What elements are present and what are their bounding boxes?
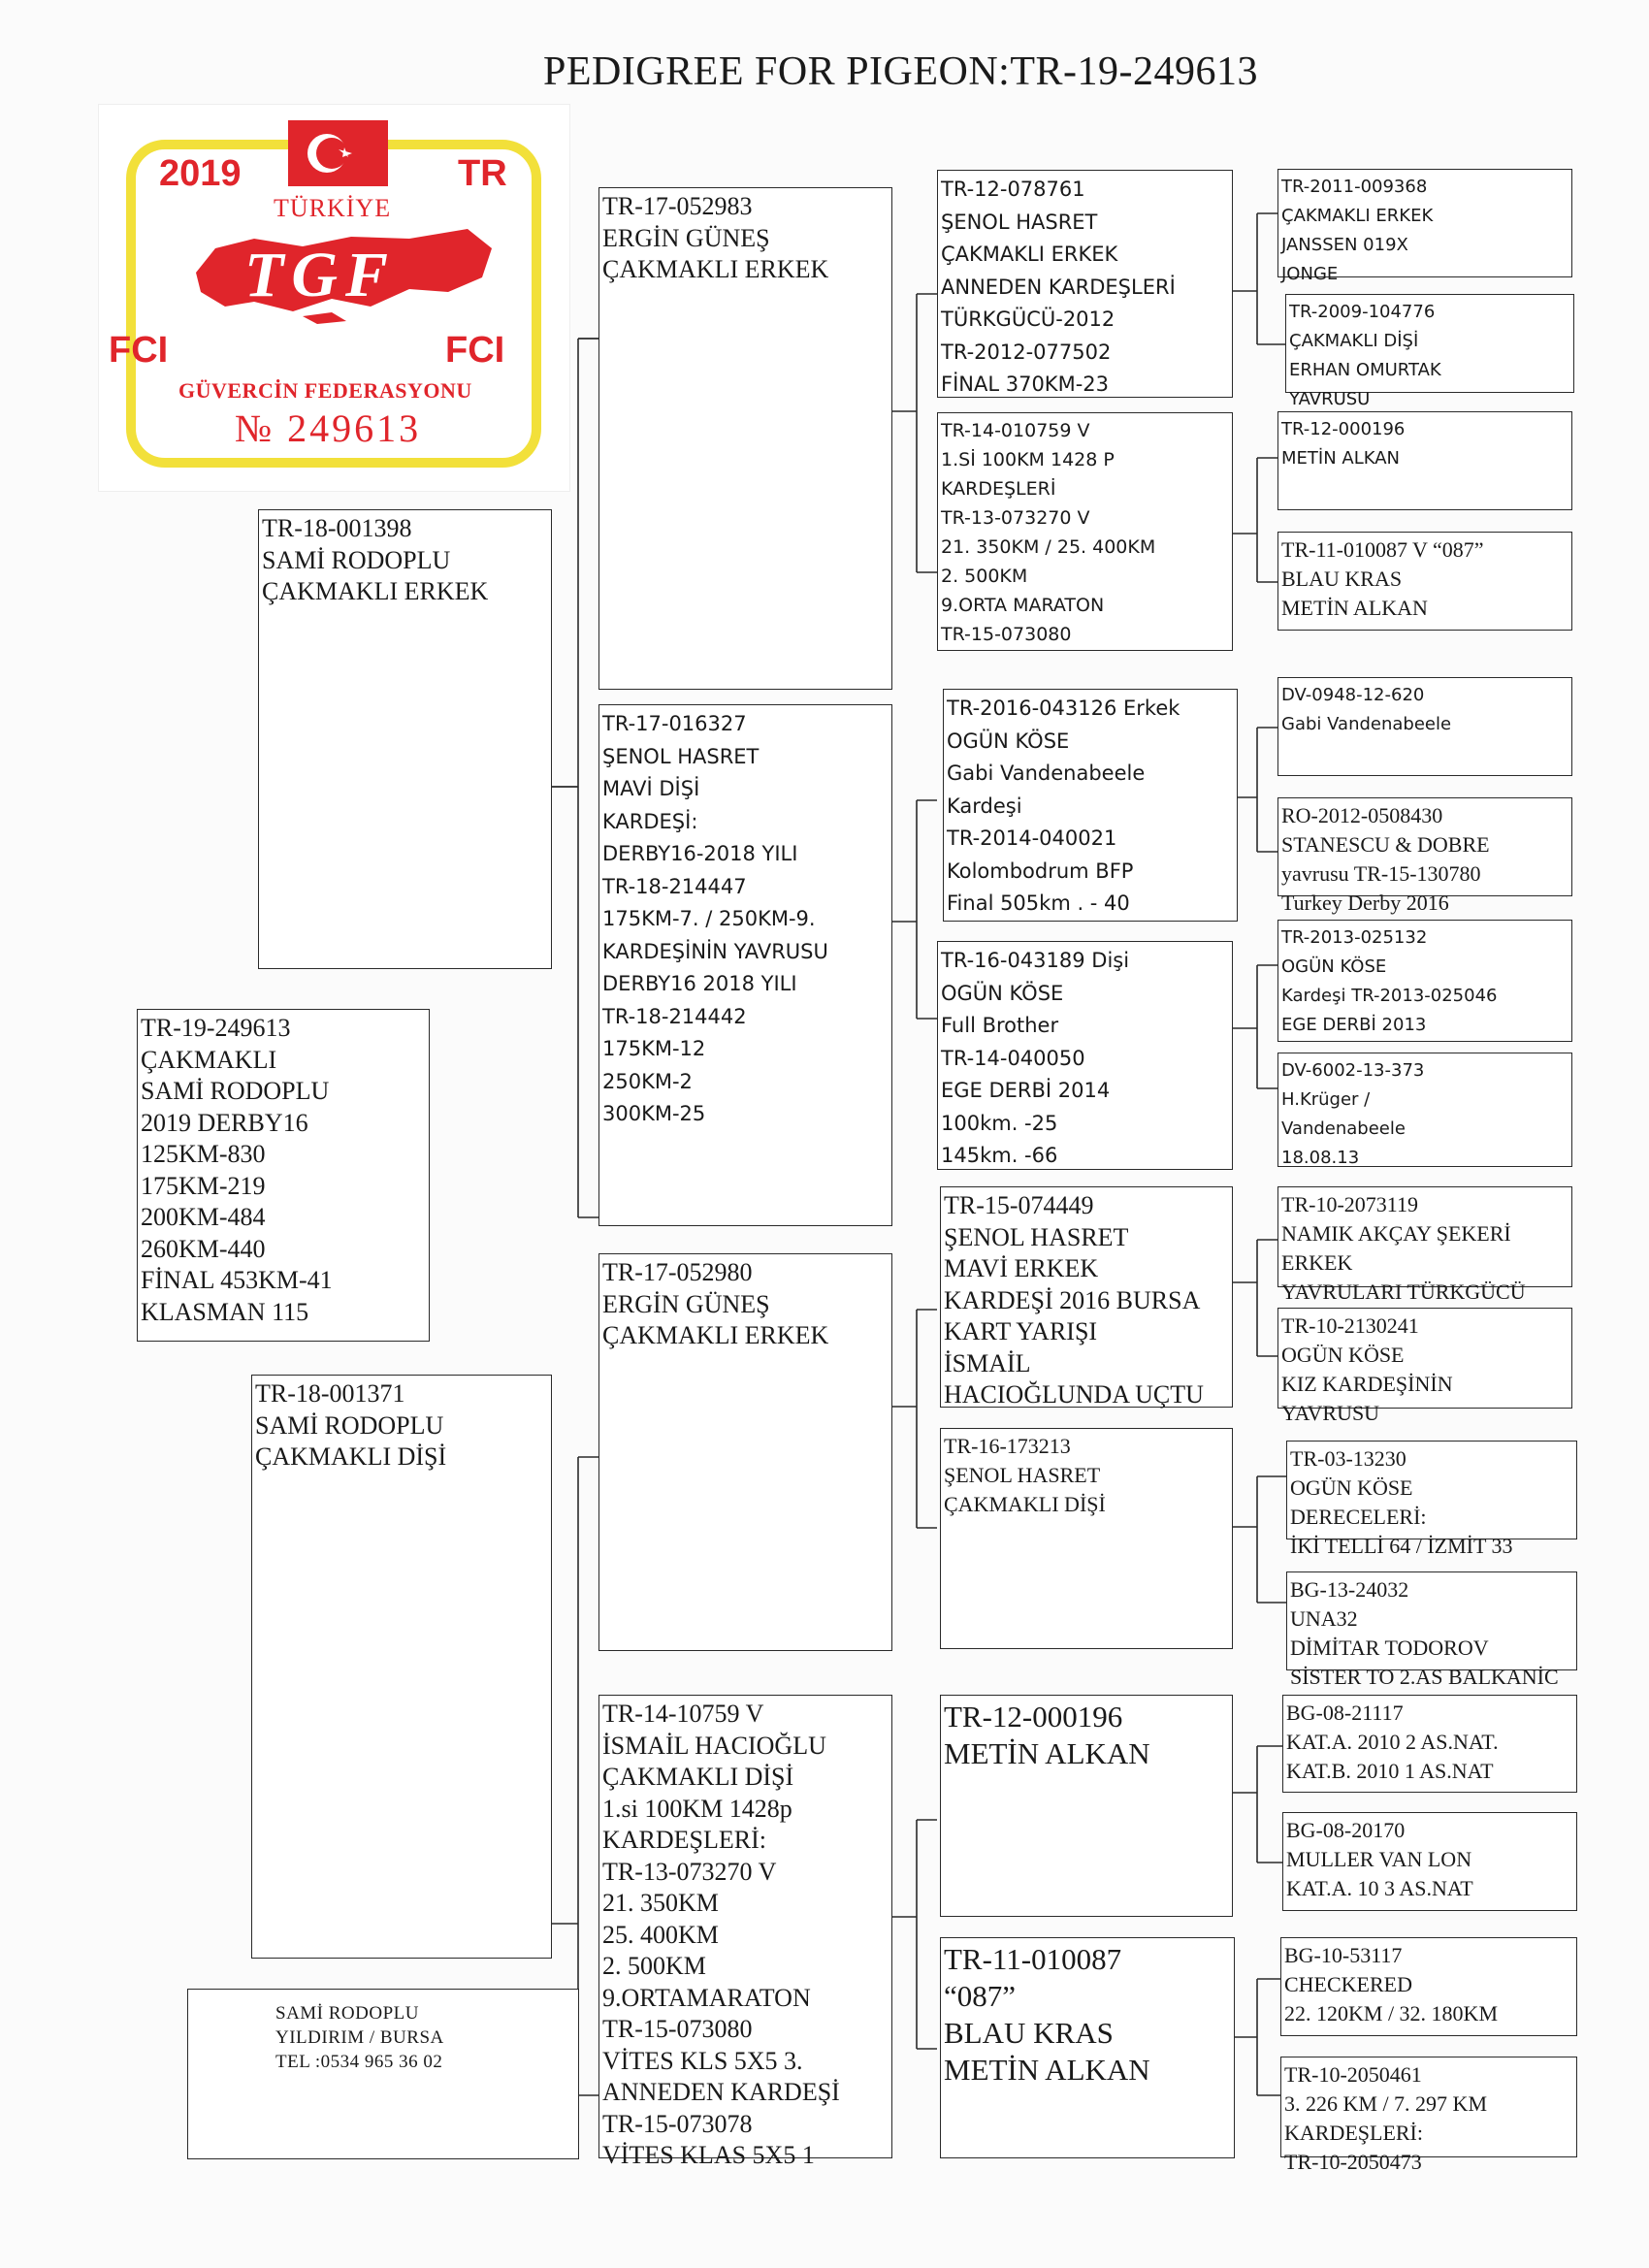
ggg-line: Vandenabeele bbox=[1281, 1118, 1406, 1139]
great-grandparent-line: Kolombodrum BFP bbox=[947, 859, 1134, 883]
great-grandparent-line: ŞENOL HASRET bbox=[944, 1463, 1101, 1487]
great-grandparent-line: TR-14-010759 V bbox=[941, 420, 1090, 441]
great-grandparent-line: TR-12-078761 bbox=[941, 178, 1085, 201]
great-grandparent-line: Final 505km . - 40 bbox=[947, 891, 1130, 915]
great-great-grandparent-box bbox=[1277, 1186, 1572, 1304]
ggg-line: METİN ALKAN bbox=[1281, 596, 1428, 620]
ggg-line: BG-08-20170 bbox=[1286, 1818, 1406, 1842]
great-grandparent-line: OGÜN KÖSE bbox=[941, 981, 1064, 1005]
ggg-line: TR-11-010087 V “087” bbox=[1281, 537, 1484, 562]
subject-line: FİNAL 453KM-41 bbox=[141, 1266, 333, 1294]
great-grandparent-line: 2. 500KM bbox=[941, 566, 1028, 587]
ggg-line: KARDEŞLERİ: bbox=[1284, 2121, 1423, 2145]
grandparent-line: VİTES KLAS 5X5 1 bbox=[602, 2141, 815, 2169]
subject-line: 175KM-219 bbox=[141, 1171, 266, 1200]
ggg-line: KAT.B. 2010 1 AS.NAT bbox=[1286, 1759, 1494, 1783]
grandparent-line: 2. 500KM bbox=[602, 1952, 706, 1980]
great-grandparent-box bbox=[943, 689, 1238, 922]
ggg-line: KIZ KARDEŞİNİN bbox=[1281, 1372, 1453, 1396]
ggg-line: DİMİTAR TODOROV bbox=[1290, 1636, 1489, 1660]
ggg-line: ÇAKMAKLI DİŞİ bbox=[1289, 331, 1419, 351]
great-grandparent-box bbox=[940, 1695, 1233, 1917]
grandparent-line: 250KM-2 bbox=[602, 1069, 693, 1093]
ggg-line: METİN ALKAN bbox=[1281, 448, 1401, 469]
logo-year: 2019 bbox=[159, 153, 242, 194]
ggg-line: UNA32 bbox=[1290, 1606, 1358, 1631]
ggg-line: YAVRUSU bbox=[1289, 389, 1371, 409]
subject-line: SAMİ RODOPLU bbox=[141, 1077, 330, 1105]
ggg-line: 22. 120KM / 32. 180KM bbox=[1284, 2001, 1499, 2025]
ggg-line: DERECELERİ: bbox=[1290, 1505, 1427, 1529]
great-grandparent-box bbox=[940, 1186, 1233, 1408]
subject-line: 2019 DERBY16 bbox=[141, 1108, 308, 1137]
ggg-line: JONGE bbox=[1281, 264, 1339, 284]
great-great-grandparent-box bbox=[1277, 532, 1572, 631]
subject-line: ÇAKMAKLI bbox=[141, 1045, 277, 1074]
ggg-line: 18.08.13 bbox=[1281, 1148, 1360, 1168]
dam-line: ÇAKMAKLI DİŞİ bbox=[255, 1442, 447, 1471]
great-grandparent-line: 145km. -66 bbox=[941, 1144, 1058, 1167]
great-grandparent-line: TR-2016-043126 Erkek bbox=[947, 697, 1180, 720]
great-grandparent-line: METİN ALKAN bbox=[944, 2053, 1150, 2087]
great-grandparent-line: BLAU KRAS bbox=[944, 2016, 1114, 2050]
page-title: PEDIGREE FOR PIGEON:TR-19-249613 bbox=[543, 49, 1258, 94]
great-grandparent-box bbox=[937, 941, 1233, 1170]
great-grandparent-line: ŞENOL HASRET bbox=[944, 1222, 1129, 1251]
ggg-line: TR-10-2050473 bbox=[1284, 2150, 1422, 2174]
great-great-grandparent-box bbox=[1286, 1571, 1577, 1689]
ggg-line: BG-08-21117 bbox=[1286, 1701, 1404, 1725]
great-grandparent-box bbox=[937, 412, 1233, 651]
ggg-line: yavrusu TR-15-130780 bbox=[1281, 861, 1481, 886]
ggg-line: BLAU KRAS bbox=[1281, 567, 1403, 591]
great-grandparent-box bbox=[940, 1428, 1233, 1649]
grandparent-line: TR-17-016327 bbox=[602, 712, 747, 735]
ggg-line: TR-10-2073119 bbox=[1281, 1192, 1418, 1216]
grandparent-line: ERGİN GÜNEŞ bbox=[602, 1289, 770, 1318]
grandparent-line: ŞENOL HASRET bbox=[602, 744, 760, 768]
ggg-line: Turkey Derby 2016 bbox=[1281, 891, 1449, 915]
grandparent-line: TR-17-052980 bbox=[602, 1258, 753, 1286]
great-great-grandparent-box bbox=[1277, 1053, 1572, 1167]
great-grandparent-line: ÇAKMAKLI DİŞİ bbox=[944, 1492, 1106, 1516]
ggg-line: DV-0948-12-620 bbox=[1281, 685, 1425, 705]
grandparent-line: ÇAKMAKLI ERKEK bbox=[602, 1321, 829, 1349]
great-great-grandparent-box bbox=[1282, 1695, 1577, 1793]
grandparent-line: ANNEDEN KARDEŞİ bbox=[602, 2078, 840, 2106]
great-grandparent-line: TR-15-073080 bbox=[941, 624, 1072, 645]
great-grandparent-line: 100km. -25 bbox=[941, 1111, 1058, 1135]
logo-country: TÜRKİYE bbox=[274, 194, 392, 222]
grandparent-box bbox=[598, 1253, 892, 1651]
subject-line: TR-19-249613 bbox=[141, 1014, 291, 1042]
breeder-phone: TEL :0534 965 36 02 bbox=[275, 2052, 443, 2072]
grandparent-line: TR-17-052983 bbox=[602, 192, 753, 220]
ggg-line: STANESCU & DOBRE bbox=[1281, 832, 1490, 857]
grandparent-line: TR-18-214442 bbox=[602, 1004, 747, 1028]
grandparent-line: VİTES KLS 5X5 3. bbox=[602, 2046, 803, 2075]
great-grandparent-line: “087” bbox=[944, 1979, 1017, 2013]
ggg-line: H.Krüger / bbox=[1281, 1089, 1371, 1110]
great-great-grandparent-box bbox=[1280, 2057, 1577, 2174]
great-grandparent-line: TR-13-073270 V bbox=[941, 507, 1090, 529]
great-grandparent-box bbox=[937, 170, 1233, 398]
great-grandparent-line: TR-11-010087 bbox=[944, 1942, 1122, 1976]
breeder-address: YILDIRIM / BURSA bbox=[275, 2027, 444, 2048]
ggg-line: MULLER VAN LON bbox=[1286, 1847, 1472, 1871]
great-great-grandparent-box bbox=[1277, 1308, 1572, 1425]
great-grandparent-line: İSMAİL bbox=[944, 1348, 1031, 1377]
dam-line: SAMİ RODOPLU bbox=[255, 1410, 444, 1440]
grandparent-line: DERBY16 2018 YILI bbox=[602, 972, 797, 995]
logo-fci-right: FCI bbox=[445, 330, 505, 371]
logo-ring-number: № 249613 bbox=[235, 406, 422, 450]
grandparent-line: KARDEŞİ: bbox=[602, 809, 698, 833]
ggg-line: DV-6002-13-373 bbox=[1281, 1060, 1425, 1081]
great-grandparent-line: KART YARIŞI bbox=[944, 1317, 1098, 1345]
grandparent-line: DERBY16-2018 YILI bbox=[602, 842, 798, 865]
great-grandparent-line: Kardeşi bbox=[947, 794, 1022, 818]
ggg-line: 3. 226 KM / 7. 297 KM bbox=[1284, 2091, 1488, 2116]
great-great-grandparent-box bbox=[1282, 1812, 1577, 1911]
logo-country-code: TR bbox=[458, 153, 507, 194]
grandparent-box bbox=[598, 704, 892, 1226]
grandparent-box bbox=[598, 1695, 892, 2169]
grandparent-line: 21. 350KM bbox=[602, 1889, 719, 1917]
ggg-line: TR-03-13230 bbox=[1290, 1446, 1406, 1471]
great-great-grandparent-box bbox=[1277, 797, 1572, 915]
great-grandparent-line: METİN ALKAN bbox=[944, 1736, 1150, 1770]
grandparent-line: TR-18-214447 bbox=[602, 874, 747, 898]
great-great-grandparent-box bbox=[1285, 294, 1574, 409]
great-grandparent-line: FİNAL 370KM-23 bbox=[941, 373, 1109, 396]
great-grandparent-line: TR-12-000196 bbox=[944, 1700, 1123, 1733]
great-grandparent-line: Gabi Vandenabeele bbox=[947, 761, 1146, 785]
dam-box bbox=[251, 1375, 552, 1959]
great-grandparent-line: OGÜN KÖSE bbox=[947, 729, 1070, 753]
great-grandparent-line: 9.ORTA MARATON bbox=[941, 595, 1105, 616]
great-grandparent-line: ANNEDEN KARDEŞLERİ bbox=[941, 275, 1176, 299]
great-grandparent-line: 21. 350KM / 25. 400KM bbox=[941, 536, 1156, 558]
breeder-name: SAMİ RODOPLU bbox=[275, 2003, 419, 2024]
grandparent-line: 300KM-25 bbox=[602, 1102, 706, 1125]
logo-org: TGF bbox=[244, 240, 396, 310]
ggg-line: JANSSEN 019X bbox=[1281, 235, 1408, 255]
great-great-grandparent-box bbox=[1277, 677, 1572, 776]
ggg-line: CHECKERED bbox=[1284, 1972, 1412, 1996]
great-grandparent-line: TR-16-173213 bbox=[944, 1434, 1071, 1458]
great-great-grandparent-box bbox=[1277, 169, 1572, 284]
grandparent-line: 1.si 100KM 1428p bbox=[602, 1794, 792, 1823]
grandparent-line: TR-13-073270 V bbox=[602, 1857, 777, 1886]
great-grandparent-line: 1.Sİ 100KM 1428 P bbox=[941, 449, 1115, 470]
ggg-line: ÇAKMAKLI ERKEK bbox=[1281, 206, 1434, 226]
grandparent-line: 175KM-12 bbox=[602, 1037, 706, 1060]
ggg-line: ERKEK bbox=[1281, 1250, 1353, 1275]
grandparent-line: ÇAKMAKLI ERKEK bbox=[602, 255, 829, 283]
ggg-line: İKİ TELLİ 64 / İZMİT 33 bbox=[1290, 1534, 1513, 1558]
ggg-line: KAT.A. 2010 2 AS.NAT. bbox=[1286, 1730, 1499, 1754]
great-great-grandparent-box bbox=[1277, 920, 1572, 1042]
dam-line: TR-18-001371 bbox=[255, 1379, 405, 1408]
grandparent-line: 175KM-7. / 250KM-9. bbox=[602, 907, 816, 930]
ggg-line: BG-10-53117 bbox=[1284, 1943, 1403, 1967]
grandparent-line: TR-15-073080 bbox=[602, 2015, 753, 2043]
great-great-grandparent-box bbox=[1277, 411, 1572, 510]
great-grandparent-line: KARDEŞLERİ bbox=[941, 478, 1056, 500]
ggg-line: SİSTER TO 2.AS BALKANİC bbox=[1290, 1665, 1559, 1689]
grandparent-line: ÇAKMAKLI DİŞİ bbox=[602, 1763, 794, 1791]
ggg-line: OGÜN KÖSE bbox=[1281, 1343, 1405, 1367]
ggg-line: Kardeşi TR-2013-025046 bbox=[1281, 986, 1498, 1006]
great-grandparent-line: ÇAKMAKLI ERKEK bbox=[941, 243, 1118, 266]
grandparent-box bbox=[598, 187, 892, 690]
ggg-line: YAVRULARI TÜRKGÜCÜ bbox=[1281, 1280, 1526, 1304]
great-grandparent-box bbox=[940, 1937, 1235, 2158]
grandparent-line: KARDEŞİNİN YAVRUSU bbox=[602, 939, 828, 963]
sire-line: ÇAKMAKLI ERKEK bbox=[262, 577, 489, 605]
great-grandparent-line: MAVİ ERKEK bbox=[944, 1254, 1099, 1282]
ggg-line: RO-2012-0508430 bbox=[1281, 803, 1443, 827]
great-grandparent-line: Full Brother bbox=[941, 1014, 1059, 1037]
great-grandparent-line: TR-14-040050 bbox=[941, 1046, 1085, 1070]
great-grandparent-line: TR-2014-040021 bbox=[947, 826, 1117, 850]
ggg-line: EGE DERBİ 2013 bbox=[1281, 1015, 1427, 1035]
great-grandparent-line: TR-16-043189 Dişi bbox=[941, 949, 1130, 972]
sire-line: SAMİ RODOPLU bbox=[262, 545, 451, 574]
ggg-line: TR-2011-009368 bbox=[1281, 177, 1428, 197]
grandparent-line: 9.ORTAMARATON bbox=[602, 1983, 811, 2012]
ggg-line: OGÜN KÖSE bbox=[1281, 956, 1387, 977]
great-great-grandparent-box bbox=[1286, 1441, 1577, 1558]
grandparent-line: MAVİ DİŞİ bbox=[602, 777, 700, 800]
ggg-line: TR-2013-025132 bbox=[1281, 927, 1428, 948]
great-grandparent-line: TR-2012-077502 bbox=[941, 340, 1112, 364]
ggg-line: TR-12-000196 bbox=[1281, 419, 1406, 439]
logo-fci-left: FCI bbox=[109, 330, 169, 371]
great-grandparent-line: ŞENOL HASRET bbox=[941, 210, 1098, 234]
logo-federation: GÜVERCİN FEDERASYONU bbox=[178, 378, 472, 403]
great-grandparent-line: TÜRKGÜCÜ-2012 bbox=[941, 308, 1116, 331]
subject-line: 200KM-484 bbox=[141, 1203, 266, 1231]
ggg-line: TR-10-2050461 bbox=[1284, 2062, 1422, 2087]
ggg-line: TR-2009-104776 bbox=[1289, 302, 1436, 322]
subject-line: KLASMAN 115 bbox=[141, 1297, 309, 1326]
grandparent-line: ERGİN GÜNEŞ bbox=[602, 223, 770, 252]
ggg-line: Gabi Vandenabeele bbox=[1281, 714, 1452, 734]
ggg-line: KAT.A. 10 3 AS.NAT bbox=[1286, 1876, 1473, 1900]
ggg-line: OGÜN KÖSE bbox=[1290, 1475, 1413, 1500]
subject-line: 260KM-440 bbox=[141, 1234, 266, 1263]
grandparent-line: İSMAİL HACIOĞLU bbox=[602, 1731, 826, 1760]
grandparent-line: 25. 400KM bbox=[602, 1920, 719, 1949]
great-grandparent-line: HACIOĞLUNDA UÇTU bbox=[944, 1380, 1204, 1409]
breeder-contact-box bbox=[187, 1989, 579, 2159]
grandparent-line: TR-15-073078 bbox=[602, 2109, 753, 2138]
ggg-line: NAMIK AKÇAY ŞEKERİ bbox=[1281, 1221, 1511, 1246]
sire-line: TR-18-001398 bbox=[262, 514, 412, 542]
ggg-line: YAVRUSU bbox=[1281, 1401, 1380, 1425]
ggg-line: TR-10-2130241 bbox=[1281, 1313, 1419, 1338]
grandparent-line: KARDEŞLERİ: bbox=[602, 1826, 766, 1854]
subject-pigeon-box bbox=[137, 1009, 430, 1342]
subject-line: 125KM-830 bbox=[141, 1140, 266, 1168]
great-great-grandparent-box bbox=[1280, 1937, 1577, 2036]
great-grandparent-line: TR-15-074449 bbox=[944, 1191, 1094, 1219]
grandparent-line: TR-14-10759 V bbox=[602, 1700, 764, 1728]
ggg-line: ERHAN OMURTAK bbox=[1289, 360, 1441, 380]
sire-box bbox=[258, 509, 552, 969]
great-grandparent-line: EGE DERBİ 2014 bbox=[941, 1079, 1111, 1102]
great-grandparent-line: KARDEŞİ 2016 BURSA bbox=[944, 1285, 1201, 1314]
ggg-line: BG-13-24032 bbox=[1290, 1577, 1409, 1602]
